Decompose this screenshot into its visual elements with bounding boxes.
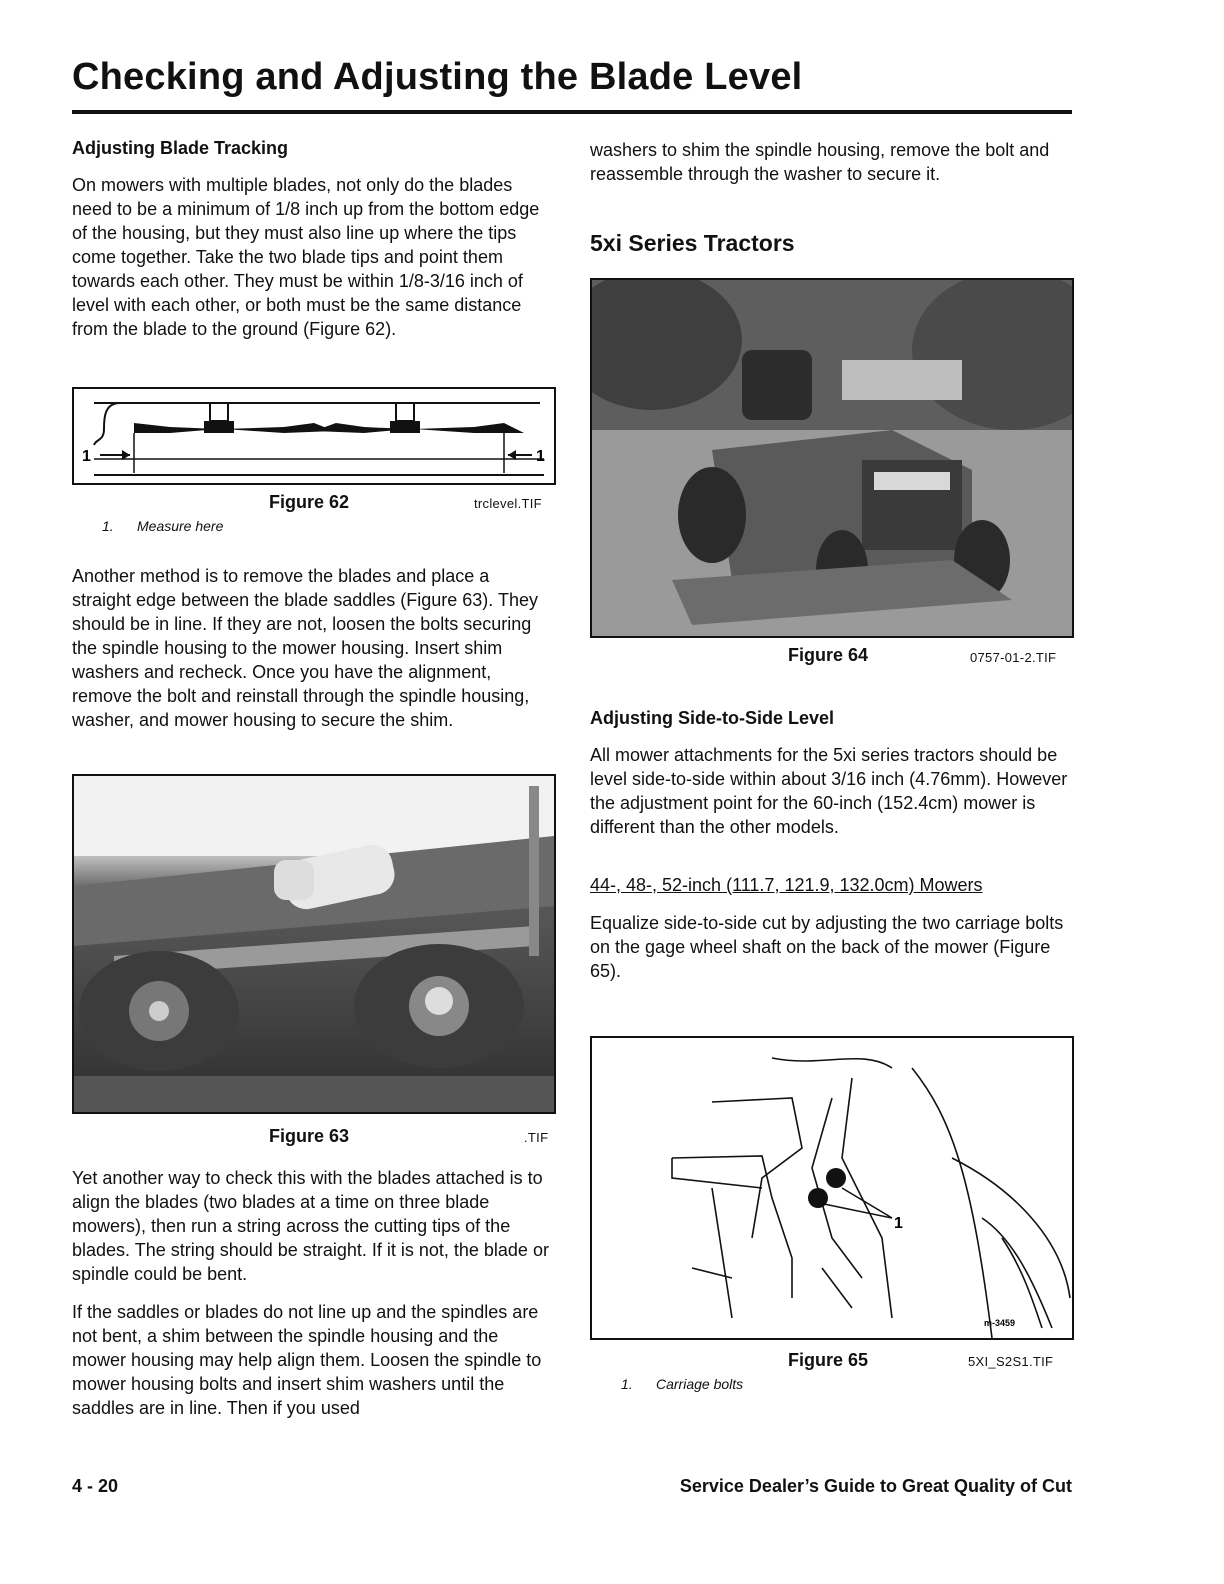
left-column [72,138,552,341]
figure-62-callout-number: 1. [102,518,114,534]
paragraph: On mowers with multiple blades, not only do the blades need to be a minimum of 1/8 inch up from the bottom edge of the housing, but they must also line up where the tips come together. Take the two blade tips and point them towards each other. They must be within 1/8-3/16 inch of level with each other, or both must be the same distance from the blade to the ground (Figure 62). [72,175,540,339]
paragraph: washers to shim the spindle housing, remove the bolt and reassemble through the washer to secure it. [590,140,1050,184]
figure-62-diagram [72,387,556,485]
figure-63-photo [72,774,556,1114]
title-rule [72,110,1072,114]
left-paragraph-2 [72,564,552,732]
figure-62-label-left: 1 [82,448,91,465]
figure-65-callout-label: 1 [894,1215,903,1232]
page-number: 4 - 20 [72,1476,119,1496]
carriage-bolts-diagram [592,1038,1072,1338]
figure-64-caption: Figure 64 [788,645,869,665]
figure-64-photo [590,278,1074,638]
paragraph: All mower attachments for the 5xi series tractors should be level side-to-side within about 3/16 inch (4.76mm). However the adjustment point for the 60-inch (152.4cm) mower is different than the other models. [590,745,1068,837]
paragraph: Another method is to remove the blades and place a straight edge between the blade saddles (Figure 63). They should be in line. If they are not, loosen the bolts securing the spindle housing to the mower housing. Insert shim washers and recheck. Once you have the alignment, remove the bolt and reinstall through the spindle housing, washer, and mower housing to secure the shim. [72,566,538,730]
section-heading-blade-tracking: Adjusting Blade Tracking [72,138,289,158]
figure-65-diagram [590,1036,1074,1340]
figure-62-filename: trclevel.TIF [474,496,542,511]
section-heading-5xi: 5xi Series Tractors [590,230,795,256]
figure-65-drawing-code: m-3459 [984,1318,1016,1328]
footer-guide-title: Service Dealer’s Guide to Great Quality of Cut [679,1476,1072,1496]
left-paragraph-3 [72,1166,552,1420]
figure-63-filename: .TIF [524,1130,549,1145]
page-title: Checking and Adjusting the Blade Level [72,56,803,98]
figure-63-caption: Figure 63 [269,1126,350,1146]
figure-65-callout-text: Carriage bolts [656,1376,744,1392]
figure-65-filename: 5XI_S2S1.TIF [968,1354,1054,1369]
tractor-image [592,280,1072,636]
figure-62-label-right: 1 [536,448,545,465]
mower-deck-straight-edge-image [74,776,554,1112]
paragraph: Equalize side-to-side cut by adjusting the two carriage bolts on the gage wheel shaft on the back of the mower (Figure 65). [590,913,1064,981]
figure-62-callout-text: Measure here [137,518,224,534]
section-heading-side-to-side: Adjusting Side-to-Side Level [590,708,835,728]
paragraph: If the saddles or blades do not line up and the spindles are not bent, a shim between the spindle housing and the mower housing may help align them. Loosen the spindle to mower housing bolts and insert shim washers until the saddles are in line. Then if you used [72,1302,542,1418]
paragraph: Yet another way to check this with the blades attached is to align the blades (two blades at a time on three blade mowers), then run a string across the cutting tips of the blades. The string should be straight. If it is not, the blade or spindle could be bent. [72,1168,549,1284]
figure-65-callout-number: 1. [621,1376,633,1392]
figure-64-filename: 0757-01-2.TIF [970,650,1057,665]
mower-size-heading: 44-, 48-, 52-inch (111.7, 121.9, 132.0cm) Mowers [590,875,983,895]
right-column-top [590,138,1074,257]
figure-62-caption: Figure 62 [269,492,350,512]
figure-65-caption: Figure 65 [788,1350,869,1370]
right-column-middle [590,708,1074,983]
blade-level-diagram [74,389,554,483]
